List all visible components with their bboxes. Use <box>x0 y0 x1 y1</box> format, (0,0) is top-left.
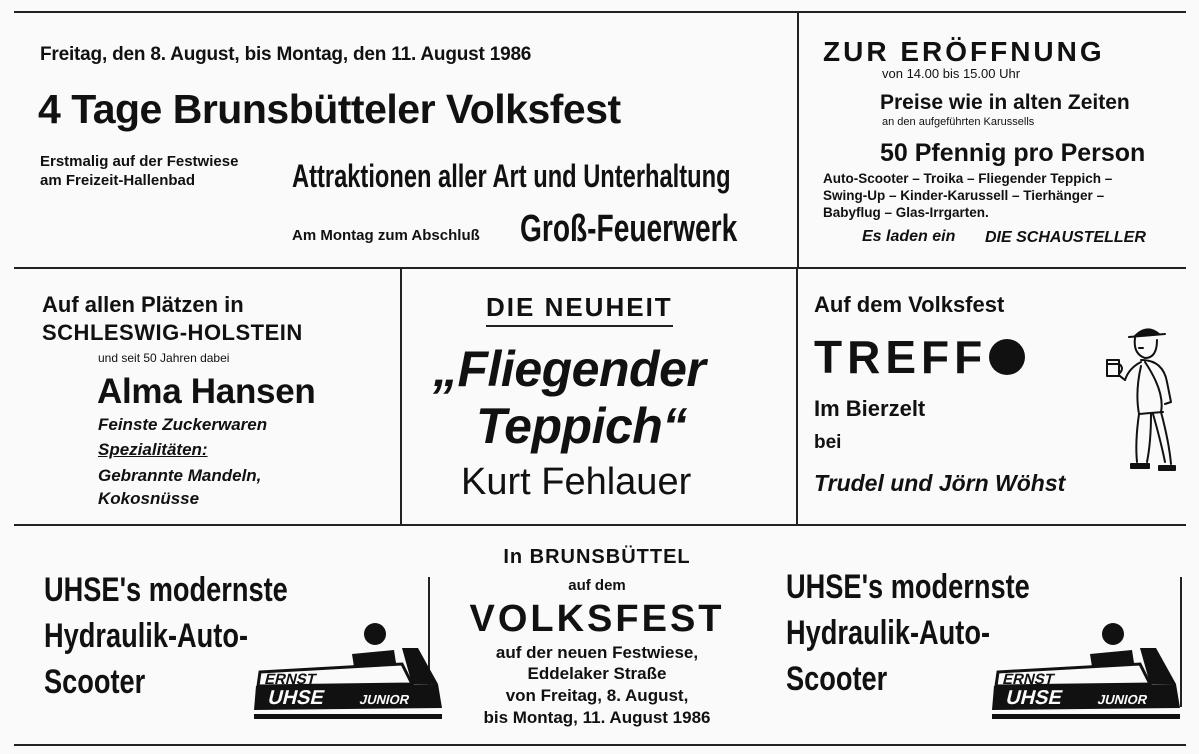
uhse-left-logo-bottom: JUNIOR <box>358 692 412 707</box>
col-divider-top <box>797 12 799 268</box>
treff-line2: Im Bierzelt <box>814 396 926 421</box>
eroeffnung-hosts: DIE SCHAUSTELLER <box>985 229 1146 246</box>
eroeffnung-rides-line3: Babyflug – Glas-Irrgarten. <box>823 205 989 220</box>
uhse-left-line1: UHSE's modernste <box>44 571 288 609</box>
eroeffnung-invite: Es laden ein <box>862 228 956 245</box>
uhse-left-logo-top: ERNST <box>263 671 319 688</box>
eroeffnung-prices-note: an den aufgeführten Karussells <box>882 116 1035 128</box>
eroeffnung-rides-line2: Swing-Up – Kinder-Karussell – Tierhänger – <box>823 188 1105 203</box>
alma-spec2: Kokosnüsse <box>98 489 200 508</box>
eroeffnung-heading: ZUR ERÖFFNUNG <box>823 36 1105 67</box>
uhse-right-line1: UHSE's modernste <box>786 568 1030 606</box>
eroeffnung-prices: Preise wie in alten Zeiten <box>880 91 1130 114</box>
beer-drinker-illustration <box>1105 322 1180 478</box>
volksfest-finale-prefix: Am Montag zum Abschluß <box>292 227 480 244</box>
uhse-left-logo-mid: UHSE <box>265 687 327 709</box>
alma-line3: und seit 50 Jahren dabei <box>98 351 230 365</box>
top-border <box>14 11 1186 13</box>
alma-spec1: Gebrannte Mandeln, <box>98 466 262 485</box>
alma-name: Alma Hansen <box>97 372 316 411</box>
center-line4: auf der neuen Festwiese, <box>495 643 699 662</box>
alma-tagline: Feinste Zuckerwaren <box>98 415 268 434</box>
alma-spec-heading: Spezialitäten: <box>98 440 208 459</box>
alma-line1: Auf allen Plätzen in <box>42 292 244 317</box>
treff-logo <box>814 330 1025 384</box>
volksfest-attractions: Attraktionen aller Art und Unterhaltung <box>292 158 731 194</box>
volksfest-location-line2: am Freizeit-Hallenbad <box>40 172 196 189</box>
neuheit-title2: Teppich“ <box>476 398 687 454</box>
center-line2: auf dem <box>568 577 626 594</box>
uhse-right-logo-bottom: JUNIOR <box>1096 692 1150 707</box>
neuheit-heading: DIE NEUHEIT <box>486 292 673 327</box>
treff-dot-icon <box>989 339 1025 375</box>
uhse-right-line2: Hydraulik-Auto- <box>786 614 990 652</box>
uhse-right-line3: Scooter <box>786 660 888 698</box>
center-line3: VOLKSFEST <box>469 598 725 640</box>
uhse-left-line2: Hydraulik-Auto- <box>44 617 248 655</box>
center-line6: von Freitag, 8. August, <box>505 686 689 705</box>
volksfest-finale: Groß-Feuerwerk <box>520 208 738 250</box>
volksfest-title: 4 Tage Brunsbütteler Volksfest <box>38 86 621 132</box>
col-divider-mid-left <box>400 268 402 525</box>
bottom-border <box>14 744 1186 746</box>
treff-line1: Auf dem Volksfest <box>814 292 1005 317</box>
volksfest-location-line1: Erstmalig auf der Festwiese <box>40 153 239 170</box>
treff-logo-text: TREFF <box>814 331 988 383</box>
volksfest-dates: Freitag, den 8. August, bis Montag, den 11. August 1986 <box>40 44 532 65</box>
eroeffnung-price: 50 Pfennig pro Person <box>880 139 1146 167</box>
treff-line3: bei <box>814 432 842 453</box>
row1-divider <box>14 267 1186 269</box>
uhse-right-logo-mid: UHSE <box>1003 687 1065 709</box>
uhse-right-logo-top: ERNST <box>1001 671 1057 688</box>
uhse-right-logo <box>990 620 1182 722</box>
center-line5: Eddelaker Straße <box>527 664 667 683</box>
col-divider-mid-right <box>796 268 798 525</box>
treff-hosts: Trudel und Jörn Wöhst <box>814 470 1066 496</box>
eroeffnung-time: von 14.00 bis 15.00 Uhr <box>882 66 1021 81</box>
uhse-left-logo <box>252 620 444 722</box>
neuheit-title1: „Fliegender <box>433 341 706 397</box>
center-line1: In BRUNSBÜTTEL <box>503 546 691 568</box>
uhse-left-line3: Scooter <box>44 663 146 701</box>
neuheit-owner: Kurt Fehlauer <box>461 461 692 503</box>
eroeffnung-rides-line1: Auto-Scooter – Troika – Fliegender Teppich – <box>823 171 1113 186</box>
row2-divider <box>14 524 1186 526</box>
center-line7: bis Montag, 11. August 1986 <box>483 708 711 727</box>
alma-line2: SCHLESWIG-HOLSTEIN <box>42 320 303 345</box>
